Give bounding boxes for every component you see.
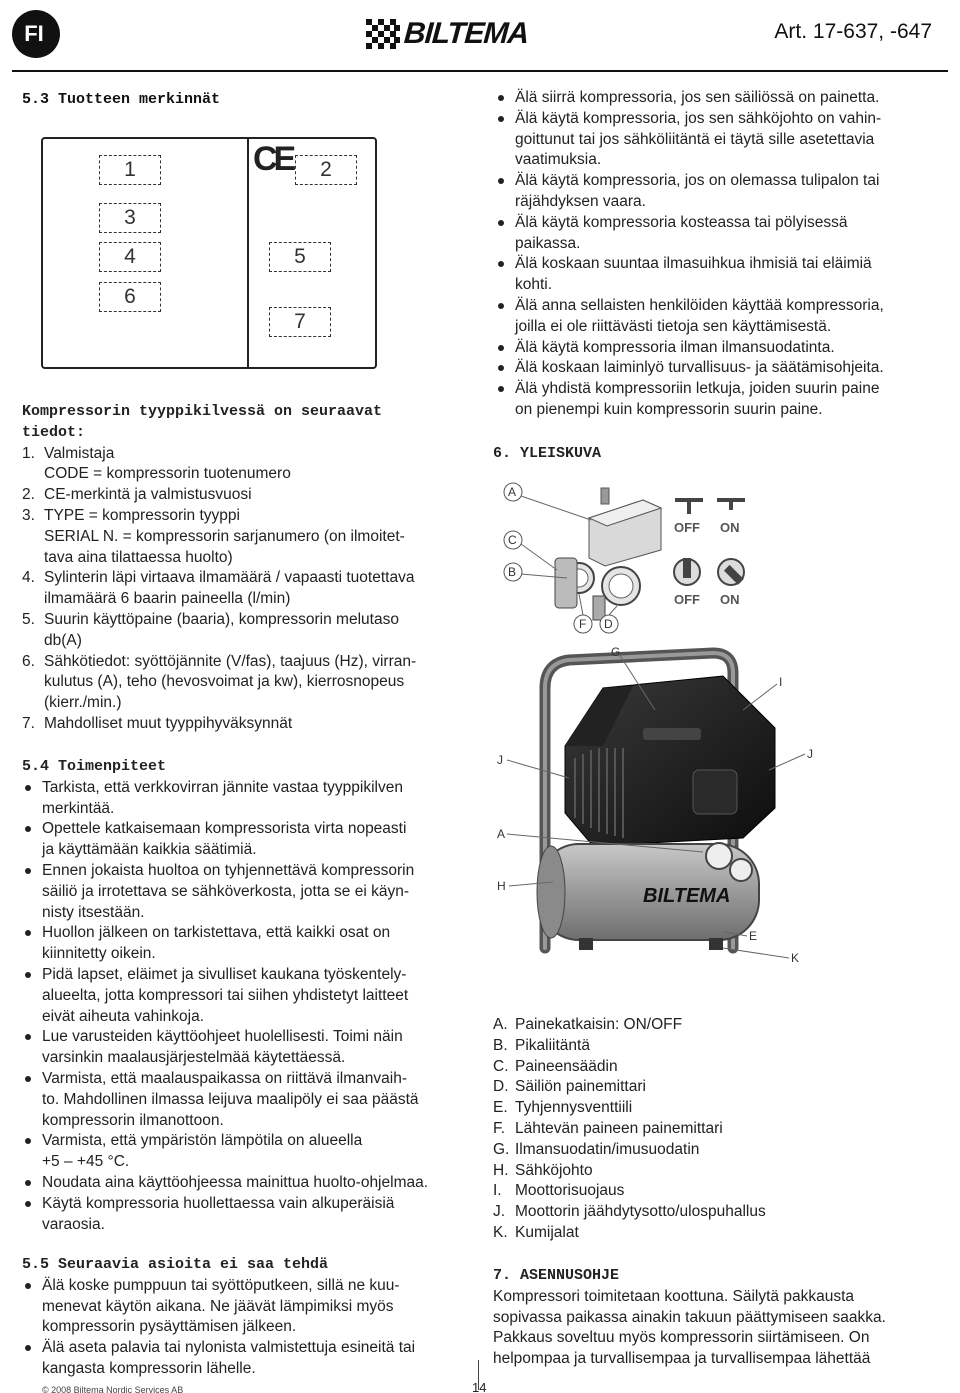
list-item: Tarkista, että verkkovirran jännite vastaa tyyppikilven merkintää. <box>22 778 472 820</box>
svg-text:A: A <box>497 827 506 841</box>
svg-text:OFF: OFF <box>674 520 700 535</box>
svg-text:OFF: OFF <box>674 592 700 607</box>
section-7 <box>493 1266 943 1370</box>
list-item: Älä käytä kompressoria ilman ilmansuodatinta. <box>495 338 945 359</box>
list-item: Lue varusteiden käyttöohjeet huolellisesti. Toimi näin varsinkin maalausjärjestelmää käytettäessä. <box>22 1027 472 1069</box>
legend-item: G. Ilmansuodatin/imusuodatin <box>493 1140 700 1158</box>
svg-text:J: J <box>497 753 503 767</box>
paragraph-line: Pakkaus soveltuu myös kompressorin siirtämiseen. On <box>493 1329 870 1347</box>
plate-box-4: 4 <box>99 242 161 272</box>
list-item: 3. TYPE = kompressorin tyyppi SERIAL N. = kompressorin sarjanumero (on ilmoitet- tava aina tilattaessa huolto) <box>22 506 405 566</box>
legend-item: F. Lähtevän paineen painemittari <box>493 1119 723 1137</box>
list-item: 2. CE-merkintä ja valmistusvuosi <box>22 486 252 504</box>
list-item: Älä koskaan laiminlyö turvallisuus- ja säätämisohjeita. <box>495 358 945 379</box>
legend-item: J. Moottorin jäähdytysotto/ulospuhallus <box>493 1203 766 1221</box>
plate-box-1: 1 <box>99 155 161 185</box>
section-5-3-title: 5.3 Tuotteen merkinnät <box>22 91 221 108</box>
brand-logo <box>366 18 528 50</box>
list-item: Älä siirrä kompressoria, jos sen säiliössä on painetta. <box>495 88 945 109</box>
list-item: Älä koskaan suuntaa ilmasuihkua ihmisiä tai eläimiä kohti. <box>495 254 945 296</box>
plate-box-2: 2 <box>295 155 357 185</box>
list-item: Älä anna sellaisten henkilöiden käyttää kompressoria, joilla ei ole riittävästi tietoja sen käyttämisestä. <box>495 296 945 338</box>
list-item: Älä koske pumppuun tai syöttöputkeen, sillä ne kuu- menevat käytön aikana. Ne jäävät lämpimiksi myös kompressorin pysäyttämisen jälkeen. <box>22 1276 472 1338</box>
paragraph-line: sopivassa paikassa ainakin takuun päättymiseen saakka. <box>493 1308 886 1326</box>
list-item: Käytä kompressoria huollettaessa vain alkuperäisiä varaosia. <box>22 1194 472 1236</box>
plate-box-5: 5 <box>269 242 331 272</box>
plate-info-block <box>22 402 472 735</box>
svg-text:K: K <box>791 951 800 965</box>
list-item: Älä käytä kompressoria kosteassa tai pölyisessä paikassa. <box>495 213 945 255</box>
legend-item: E. Tyhjennysventtiili <box>493 1099 633 1117</box>
overview-legend <box>493 1015 943 1244</box>
list-item: Älä käytä kompressoria, jos sen sähköjohto on vahin- goittunut tai jos sähköliitäntä ei täytä sille asetettavia vaatimuksia. <box>495 109 945 171</box>
svg-text:C: C <box>508 533 517 547</box>
plate-heading-line: Kompressorin tyyppikilvessä on seuraavat <box>22 403 383 420</box>
list-item: 1. Valmistaja CODE = kompressorin tuotenumero <box>22 444 291 483</box>
list-item: Huollon jälkeen on tarkistettava, että kaikki osat on kiinnitetty oikein. <box>22 923 472 965</box>
legend-item: D. Säiliön painemittari <box>493 1078 646 1096</box>
svg-text:F: F <box>579 617 587 631</box>
air-tank <box>537 843 759 950</box>
legend-item: K. Kumijalat <box>493 1223 579 1241</box>
plate-box-3: 3 <box>99 203 161 233</box>
legend-item: C. Paineensäädin <box>493 1057 618 1075</box>
section-5-4-title: 5.4 Toimenpiteet <box>22 758 167 775</box>
list-item: 5. Suurin käyttöpaine (baaria), kompressorin melutaso db(A) <box>22 610 399 649</box>
plate-heading-line: tiedot: <box>22 423 86 441</box>
legend-item: B. Pikaliitäntä <box>493 1036 590 1054</box>
type-plate-diagram <box>41 137 377 369</box>
plate-box-7: 7 <box>269 307 331 337</box>
svg-text:D: D <box>604 617 613 631</box>
svg-text:ON: ON <box>720 592 740 607</box>
svg-text:J: J <box>807 747 813 761</box>
ce-mark-icon: CE <box>253 140 293 178</box>
copyright-notice: © 2008 Biltema Nordic Services AB <box>42 1385 184 1393</box>
compressor-overview-illustration <box>493 478 953 998</box>
section-5-5-title: 5.5 Seuraavia asioita ei saa tehdä <box>22 1256 329 1273</box>
list-item: 6. Sähkötiedot: syöttöjännite (V/fas), taajuus (Hz), virran- kulutus (A), teho (hevosvoimat ja kw), kierrosnopeus (kierr./min.) <box>22 652 417 712</box>
plate-box-6: 6 <box>99 282 161 312</box>
legend-item: I. Moottorisuojaus <box>493 1182 625 1200</box>
svg-text:A: A <box>508 485 517 499</box>
list-item: 7. Mahdolliset muut tyyppihyväksynnät <box>22 714 293 732</box>
svg-text:B: B <box>508 565 517 579</box>
list-item: Varmista, että ympäristön lämpötila on alueella +5 – +45 °C. <box>22 1131 472 1173</box>
list-item: Opettele katkaisemaan kompressorista virta nopeasti ja käyttämään kaikkia säätimiä. <box>22 819 472 861</box>
checker-flag-icon <box>366 19 400 49</box>
paragraph-line: helpompaa ja turvallisempaa ja turvallisempaa lähettää <box>493 1350 871 1368</box>
list-item: 4. Sylinterin läpi virtaava ilmamäärä / vapaasti tuotettava ilmamäärä 6 baarin paineella (l/min) <box>22 569 415 608</box>
svg-text:E: E <box>749 929 758 943</box>
page-header <box>12 10 952 58</box>
brand-name: BILTEMA <box>402 16 530 50</box>
switch-state-icons <box>674 500 745 607</box>
plate-divider <box>247 139 249 367</box>
section-5-4 <box>22 757 472 1235</box>
list-item: Älä aseta palavia tai nylonista valmistettuja esineitä tai kangasta kompressorin lähelle. <box>22 1338 472 1380</box>
header-divider <box>12 70 948 72</box>
legend-item: A. Painekatkaisin: ON/OFF <box>493 1016 683 1033</box>
motor-housing <box>565 676 775 846</box>
section-7-title: 7. ASENNUSOHJE <box>493 1267 620 1284</box>
page-number: 14 <box>472 1380 487 1393</box>
svg-text:BILTEMA: BILTEMA <box>643 885 731 907</box>
list-item: Pidä lapset, eläimet ja sivulliset kaukana työskentely- alueelta, jotta kompressori tai siihen yhdistetyt laitteet eivät aiheuta vahinkoja. <box>22 965 472 1027</box>
section-6-title: 6. YLEISKUVA <box>493 445 602 462</box>
section-5-5 <box>22 1255 472 1380</box>
svg-text:G: G <box>611 645 621 659</box>
paragraph-line: Kompressori toimitetaan koottuna. Säilytä pakkausta <box>493 1287 854 1305</box>
list-item: Älä käytä kompressoria, jos on olemassa tulipalon tai räjähdyksen vaara. <box>495 171 945 213</box>
svg-text:I: I <box>779 675 783 689</box>
list-item: Älä yhdistä kompressoriin letkuja, joiden suurin paine on pienempi kuin kompressorin suurin paine. <box>495 379 945 421</box>
svg-text:H: H <box>497 879 506 893</box>
list-item: Varmista, että maalauspaikassa on riittävä ilmanvaih- to. Mahdollinen ilmassa leijuva maalipöly ei saa päästä kompressorin ilmanottoon. <box>22 1069 472 1131</box>
list-item: Noudata aina käyttöohjeessa mainittua huolto-ohjelmaa. <box>22 1173 472 1194</box>
pressure-switch-detail <box>555 488 661 620</box>
article-number: Art. 17-637, -647 <box>774 20 932 43</box>
legend-item: H. Sähköjohto <box>493 1161 593 1179</box>
list-item: Ennen jokaista huoltoa on tyhjennettävä kompressorin säiliö ja irrotettava se sähköverkosta, jotta se ei käyn- nisty itsestään. <box>22 861 472 923</box>
language-badge: FI <box>12 10 60 58</box>
svg-text:ON: ON <box>720 520 740 535</box>
section-5-5-continued <box>495 88 945 421</box>
